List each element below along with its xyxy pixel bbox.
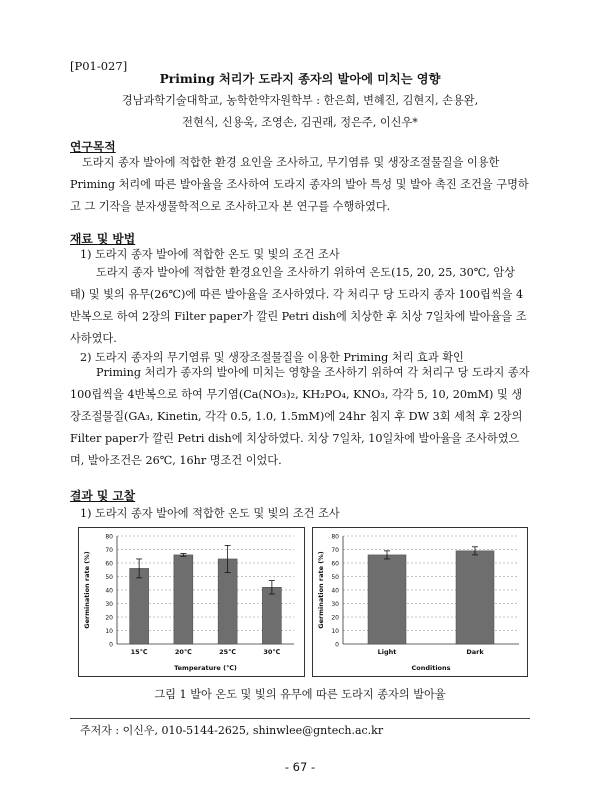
y-tick-label: 30 bbox=[105, 601, 113, 608]
y-tick-label: 60 bbox=[331, 560, 339, 568]
x-tick-label: 15℃ bbox=[130, 648, 148, 656]
y-tick-label: 70 bbox=[105, 547, 113, 554]
bar bbox=[130, 568, 149, 644]
y-axis-label: Germination rate (%) bbox=[83, 551, 91, 629]
methods-paragraph-2: Priming 처리가 종자의 발아에 미치는 영향을 조사하기 위하여 각 처리구 당 도라지 종자 100립씩을 4반복으로 하여 무기염(Ca(NO₃)₂, KH₂PO₄, KNO₃, 각각 5, 10, 20mM) 및 생장조절물질(GA₃, Kinetin, 각각 0.5, 1.0, 1.5mM)에 24hr 침지 후 DW 3회 세척 후 2장의 Filter paper가 깔린 Petri dish에 치상하였다. 치상 7일차, 10일차에 발아율을 조사하였으며, 발아조건은 26℃, 16hr 명조건 이었다. bbox=[70, 366, 530, 467]
x-tick-label: 20℃ bbox=[174, 648, 192, 656]
y-tick-label: 80 bbox=[105, 533, 113, 541]
y-axis-label: Germination rate (%) bbox=[317, 551, 325, 629]
x-tick-label: Light bbox=[377, 648, 397, 656]
methods-subheading-2: 2) 도라지 종자의 무기염류 및 생장조절물질을 이용한 Priming 처리 효과 확인 bbox=[80, 351, 464, 364]
y-tick-label: 70 bbox=[331, 547, 339, 554]
methods-heading: 재료 및 방법 bbox=[70, 232, 136, 246]
y-tick-label: 10 bbox=[105, 628, 113, 635]
y-tick-label: 50 bbox=[331, 574, 339, 581]
results-subheading-1: 1) 도라지 종자 발아에 적합한 온도 및 빛의 조건 조사 bbox=[80, 507, 340, 520]
abstract-code: [P01-027] bbox=[70, 59, 128, 73]
methods-paragraph-1: 도라지 종자 발아에 적합한 환경요인을 조사하기 위하여 온도(15, 20, 25, 30℃, 암상태) 및 빛의 유무(26℃)에 따른 발아율을 조사하였다. 각 처리구 당 도라지 종자 100립씩을 4반복으로 하여 2장의 Filter paper가 깔린 Petri dish에 치상한 후 치상 7일차에 발아율을 조사하였다. bbox=[70, 266, 527, 345]
y-tick-label: 0 bbox=[335, 641, 339, 649]
methods-subheading-1: 1) 도라지 종자 발아에 적합한 온도 및 빛의 조건 조사 bbox=[80, 248, 340, 261]
bar bbox=[368, 555, 406, 644]
purpose-heading: 연구목적 bbox=[70, 140, 116, 154]
light-chart-svg bbox=[313, 528, 527, 676]
x-tick-label: 25℃ bbox=[219, 648, 237, 656]
y-tick-label: 60 bbox=[105, 560, 113, 568]
bar bbox=[174, 555, 193, 644]
x-axis-label: Temperature (℃) bbox=[174, 664, 237, 672]
paper-title: Priming 처리가 도라지 종자의 발아에 미치는 영향 bbox=[159, 72, 441, 86]
purpose-text: 도라지 종자 발아에 적합한 환경 요인을 조사하고, 무기염류 및 생장조절물질을 이용한 Priming 처리에 따른 발아율을 조사하여 도라지 종자의 발아 특성 및 발아 촉진 조건을 구명하고 그 기작을 분자생물학적으로 조사하고자 본 연구를 수행하였다. bbox=[70, 156, 529, 213]
x-axis-label: Conditions bbox=[411, 664, 451, 672]
bar bbox=[456, 551, 494, 644]
temperature-chart bbox=[78, 527, 305, 677]
footer-divider bbox=[70, 718, 530, 719]
y-tick-label: 40 bbox=[105, 587, 113, 595]
y-tick-label: 20 bbox=[105, 614, 113, 622]
x-tick-label: Dark bbox=[466, 648, 484, 656]
y-tick-label: 50 bbox=[105, 574, 113, 581]
y-tick-label: 80 bbox=[331, 533, 339, 541]
temperature-chart-svg bbox=[79, 528, 304, 676]
bar bbox=[262, 587, 281, 644]
x-tick-label: 30℃ bbox=[263, 648, 281, 656]
light-chart bbox=[312, 527, 528, 677]
y-tick-label: 40 bbox=[331, 587, 339, 595]
figure-caption: 그림 1 발아 온도 및 빛의 유무에 따른 도라지 종자의 발아율 bbox=[154, 688, 446, 701]
y-tick-label: 0 bbox=[109, 641, 113, 649]
authors-line-1: 경남과학기술대학교, 농학한약자원학부 : 한은희, 변혜진, 김현지, 손용완, bbox=[121, 94, 479, 107]
corresponding-author: 주저자 : 이신우, 010-5144-2625, shinwlee@gntech.ac.kr bbox=[80, 724, 384, 737]
results-heading: 결과 및 고찰 bbox=[70, 489, 136, 503]
page-number: - 67 - bbox=[284, 760, 316, 774]
y-tick-label: 30 bbox=[331, 601, 339, 608]
y-tick-label: 20 bbox=[331, 614, 339, 622]
authors-line-2: 전현식, 신용욱, 조영손, 김권래, 정은주, 이신우* bbox=[182, 116, 418, 129]
y-tick-label: 10 bbox=[331, 628, 339, 635]
